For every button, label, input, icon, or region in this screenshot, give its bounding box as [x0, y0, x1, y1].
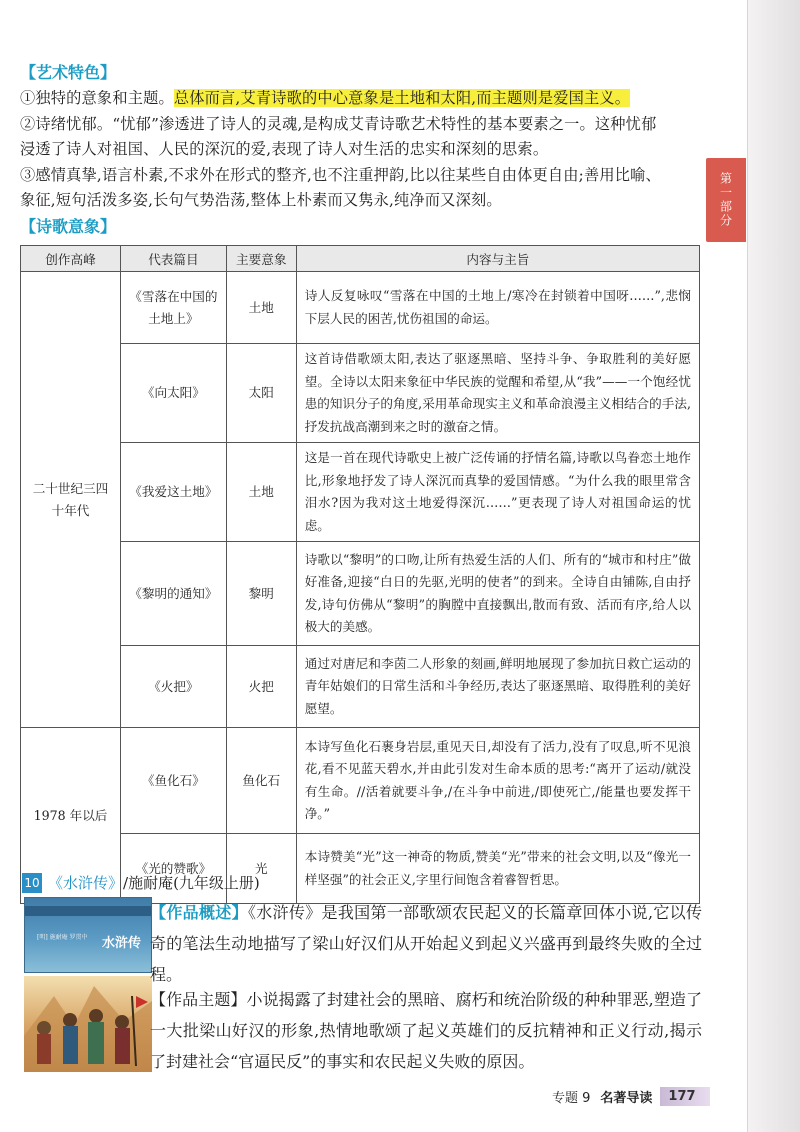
poem-desc-cell: 本诗赞美“光”这一神奇的物质,赞美“光”带来的社会文明,以及“像光一样坚强”的社会正义,字里行间饱含着睿智哲思。 — [296, 834, 699, 904]
poem-image-cell: 土地 — [226, 443, 296, 542]
period-cell: 1978 年以后 — [21, 728, 121, 904]
poem-imagery-table — [20, 245, 700, 904]
footer-section: 名著导读 — [600, 1090, 653, 1106]
poem-desc-cell: 本诗写鱼化石裹身岩层,重见天日,却没有了活力,没有了叹息,听不见浪花,看不见蓝天碧水,并由此引发对生命本质的思考:“离开了运动/就没有生命。//活着就要斗争,/在斗争中前进,/即使死亡,/能量也要发挥干净。” — [296, 728, 699, 834]
column-header-period: 创作高峰 — [21, 246, 121, 272]
book-theme — [150, 984, 702, 1077]
book-illustration — [24, 976, 152, 1072]
art-point-2-line-2: 浸透了诗人对祖国、人民的深沉的爱,表现了诗人对生活的忠实和深刻的思索。 — [20, 140, 549, 158]
page-footer — [552, 1084, 752, 1108]
overview-text: 《水浒传》是我国第一部歌颂农民起义的长篇章回体小说,它以传奇的笔法生动地描写了梁山好汉们从开始起义到起义兴盛再到最终失败的全过程。 — [150, 903, 702, 984]
art-point-3 — [20, 163, 705, 214]
art-point-1-label: ①独特的意象和主题。 — [20, 89, 174, 107]
art-point-3-line-2: 象征,短句活泼多姿,长句气势浩荡,整体上朴素而又隽永,纯净而又深刻。 — [20, 191, 502, 209]
poem-desc-cell: 诗歌以“黎明”的口吻,让所有热爱生活的人们、所有的“城市和村庄”做好准备,迎接“白日的先驱,光明的使者”的到来。全诗自由铺陈,自由抒发,诗句仿佛从“黎明”的胸膛中直接飘出,散而有致、活而有序,给人以极大的美感。 — [296, 542, 699, 646]
book-overview — [150, 897, 702, 990]
poem-title-cell: 《光的赞歌》 — [120, 834, 226, 904]
art-point-2 — [20, 112, 705, 163]
cover-band — [25, 906, 151, 916]
table-row — [21, 728, 700, 834]
imagery-heading: 【诗歌意象】 — [20, 216, 117, 236]
overview-label: 【作品概述】 — [150, 903, 248, 922]
art-point-1-highlight: 总体而言,艾青诗歌的中心意象是土地和太阳,而主题则是爱国主义。 — [173, 89, 631, 107]
poem-title-cell: 《鱼化石》 — [120, 728, 226, 834]
art-point-2-line-1: ②诗绪忧郁。“忧郁”渗透进了诗人的灵魂,是构成艾青诗歌艺术特性的基本要素之一。这种忧郁 — [20, 114, 657, 133]
poem-image-cell: 黎明 — [226, 542, 296, 646]
book-cover-image — [24, 897, 152, 973]
theme-label: 【作品主题】 — [150, 990, 247, 1009]
poem-desc-cell: 这首诗借歌颂太阳,表达了驱逐黑暗、坚持斗争、争取胜利的美好愿望。全诗以太阳来象征中华民族的觉醒和希望,从“我”——一个饱经忧患的知识分子的角度,采用革命现实主义和革命浪漫主义相结合的手法,抒发抗战高潮到来之时的激奋之情。 — [296, 344, 699, 443]
page-number: 177 — [660, 1087, 709, 1106]
poem-title-cell: 《黎明的通知》 — [120, 542, 226, 646]
cover-title: 水浒传 — [101, 936, 141, 951]
part-tab: 第一部分 — [706, 158, 746, 242]
period-label: 二十世纪三四十年代 — [32, 480, 109, 518]
book-title: 《水浒传》 — [48, 874, 124, 892]
art-point-3-line-1: ③感情真挚,语言朴素,不求外在形式的整齐,也不注重押韵,比以往某些自由体更自由;善用比喻、 — [20, 165, 661, 184]
art-point-1 — [20, 86, 705, 112]
poem-desc-cell: 诗人反复咏叹“雪落在中国的土地上/寒冷在封锁着中国呀……”,悲悯下层人民的困苦,忧伤祖国的命运。 — [296, 272, 699, 344]
poem-title-cell: 《向太阳》 — [120, 344, 226, 443]
book-author: /施耐庵(九年级上册) — [123, 874, 260, 892]
table-row — [21, 646, 700, 728]
art-features-section — [20, 60, 705, 240]
column-header-image: 主要意象 — [226, 246, 296, 272]
poem-image-cell: 光 — [226, 834, 296, 904]
poem-image-cell: 太阳 — [226, 344, 296, 443]
table-header-row — [21, 246, 700, 272]
page-edge-line — [747, 0, 748, 1132]
poem-image-cell: 火把 — [226, 646, 296, 728]
book-heading — [22, 872, 260, 893]
poem-desc-cell: 这是一首在现代诗歌史上被广泛传诵的抒情名篇,诗歌以鸟眷恋土地作比,形象地抒发了诗人深沉而真挚的爱国情感。“为什么我的眼里常含泪水?因为我对这土地爱得深沉……”更表现了诗人对祖国命运的忧虑。 — [296, 443, 699, 542]
page-edge — [748, 0, 800, 1132]
poem-image-cell: 土地 — [226, 272, 296, 344]
table-row — [21, 834, 700, 904]
column-header-content: 内容与主旨 — [296, 246, 699, 272]
theme-text: 小说揭露了封建社会的黑暗、腐朽和统治阶级的种种罪恶,塑造了一大批梁山好汉的形象,热情地歌颂了起义英雄们的反抗精神和正义行动,揭示了封建社会“官逼民反”的事实和农民起义失败的原因。 — [150, 990, 702, 1071]
table-row — [21, 344, 700, 443]
period-cell — [21, 272, 121, 728]
cover-author: [明] 施耐庵 罗贯中 — [37, 934, 88, 941]
column-header-title: 代表篇目 — [120, 246, 226, 272]
table-row — [21, 272, 700, 344]
poem-image-cell: 鱼化石 — [226, 728, 296, 834]
book-number-badge: 10 — [22, 873, 42, 893]
table-row — [21, 443, 700, 542]
poem-desc-cell: 通过对唐尼和李茵二人形象的刻画,鲜明地展现了参加抗日救亡运动的青年姑娘们的日常生活和斗争经历,表达了驱逐黑暗、取得胜利的美好愿望。 — [296, 646, 699, 728]
art-features-heading: 【艺术特色】 — [20, 63, 117, 82]
footer-topic: 专题 9 — [552, 1090, 591, 1106]
poem-title-cell: 《火把》 — [120, 646, 226, 728]
table-row — [21, 542, 700, 646]
poem-title-cell: 《雪落在中国的土地上》 — [120, 272, 226, 344]
poem-title-cell: 《我爱这土地》 — [120, 443, 226, 542]
heroes-illustration-icon — [24, 976, 152, 1072]
